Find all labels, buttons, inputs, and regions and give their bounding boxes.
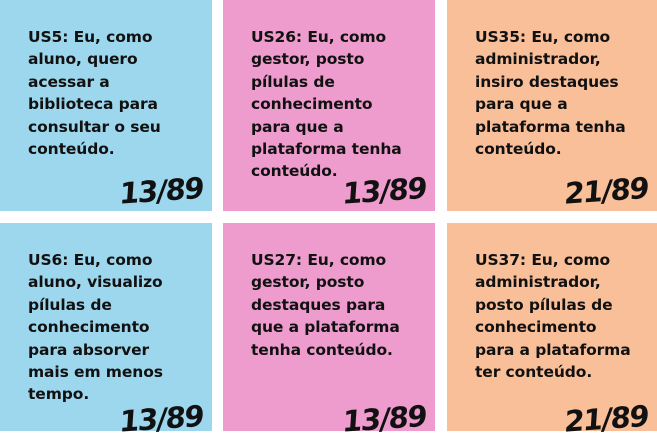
story-points: 21/89 <box>563 170 650 211</box>
story-points: 21/89 <box>563 398 650 439</box>
story-text: US5: Eu, como aluno, quero acessar a biblioteca para consultar o seu conteúdo. <box>28 28 161 159</box>
story-points: 13/89 <box>118 170 205 211</box>
story-text: US35: Eu, como administrador, insiro destaques para que a plataforma tenha conteúdo. <box>475 28 626 159</box>
story-text: US26: Eu, como gestor, posto pílulas de conhecimento para que a plataforma tenha conteúdo. <box>251 28 402 181</box>
sticky-note-us5 <box>0 0 212 211</box>
sticky-note-us27 <box>223 223 435 439</box>
story-points: 13/89 <box>118 398 205 439</box>
sticky-note-us37 <box>447 223 657 439</box>
sticky-note-us35 <box>447 0 657 211</box>
sticky-note-us6 <box>0 223 212 439</box>
story-text: US37: Eu, como administrador, posto pílulas de conhecimento para a plataforma ter conteúdo. <box>475 251 631 382</box>
story-points: 13/89 <box>341 398 428 439</box>
sticky-note-us26 <box>223 0 435 211</box>
story-text: US6: Eu, como aluno, visualizo pílulas de conhecimento para absorver mais em menos tempo. <box>28 251 163 404</box>
story-text: US27: Eu, como gestor, posto destaques para que a plataforma tenha conteúdo. <box>251 251 400 359</box>
story-points: 13/89 <box>341 170 428 211</box>
